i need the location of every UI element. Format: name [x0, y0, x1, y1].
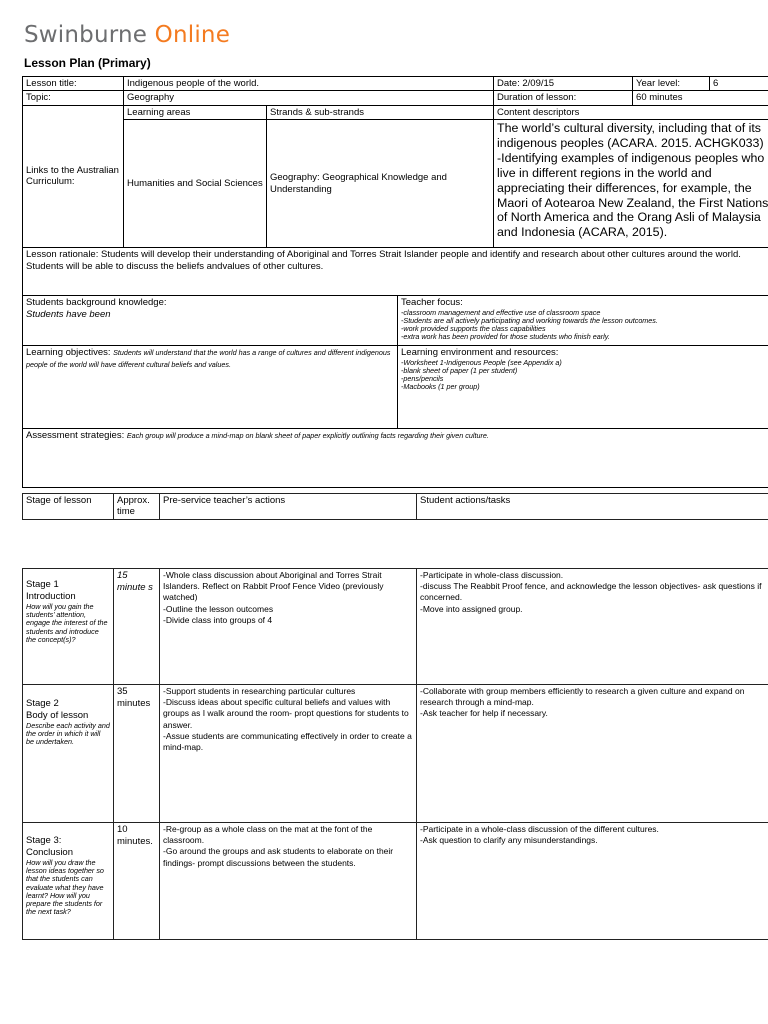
learning-objectives-text: Students will understand that the world has a range of cultures and different indigenous people of the world will have different cultural beliefs and values. [26, 348, 391, 369]
student-actions-text: -Collaborate with group members efficiently to research a given culture and expand on research through a mind-map. -Ask teacher for help if necessary. [417, 685, 768, 823]
stage-header-table [22, 493, 768, 520]
resource-item: -blank sheet of paper (1 per student) [401, 365, 518, 375]
teacher-focus-label: Teacher focus: [401, 297, 463, 309]
stage-time: 15 minute s [114, 569, 160, 685]
teacher-focus-item: -work provided supports the class capabilities [401, 324, 546, 334]
learning-areas-header: Learning areas [124, 105, 267, 119]
strands-header: Strands & sub-strands [267, 105, 494, 119]
year-level-value: 6 [710, 77, 768, 91]
stage-prompt: How will you gain the students’ attention, engage the interest of the students and introduce the concept(s)? [26, 601, 108, 644]
approx-time-header: Approx. time [114, 494, 160, 520]
lesson-title-value: Indigenous people of the world. [124, 77, 494, 91]
stage-time: 35 minutes [114, 685, 160, 823]
content-descriptors-header: Content descriptors [494, 105, 768, 119]
document-title: Lesson Plan (Primary) [24, 56, 151, 70]
lesson-title-label: Lesson title: [23, 77, 124, 91]
teacher-actions-text: -Re-group as a whole class on the mat at the font of the classroom. -Go around the groups and ask students to elaborate on their findings- prompt discussions between the students. [160, 823, 417, 940]
teacher-actions-text: -Support students in researching particular cultures -Discuss ideas about specific cultural beliefs and values with groups as I walk around the room- propt questions for students to answer. -Assue students are communicating effectively in order to create a mind-map. [160, 685, 417, 823]
learning-environment-cell [398, 346, 768, 429]
teacher-focus-item: -classroom management and effective use of classroom space [401, 307, 601, 317]
resource-item: -Macbooks (1 per group) [401, 382, 480, 392]
stage-title: Stage 2 Body of lesson [26, 698, 89, 721]
topic-label: Topic: [23, 91, 124, 105]
student-actions-text: -Participate in whole-class discussion. -discuss The Reabbit Proof fence, and acknowledge the lesson objectives- ask questions if concerned. -Move into assigned group. [417, 569, 768, 685]
stage-title: Stage 1 Introduction [26, 579, 76, 602]
stage-row [23, 569, 768, 685]
stages-table [22, 568, 768, 940]
topic-value: Geography [124, 91, 494, 105]
duration-value: 60 minutes [633, 91, 768, 105]
stage-prompt: Describe each activity and the order in which it will be undertaken. [26, 720, 110, 747]
date-value: Date: 2/09/15 [494, 77, 633, 91]
stage-row [23, 823, 768, 940]
stage-title: Stage 3: Conclusion [26, 835, 73, 858]
stage-cell [23, 823, 114, 940]
stage-prompt: How will you draw the lesson ideas together so that the students can evaluate what they have learnt? How will you prepare the students for the next task? [26, 857, 104, 917]
strand-value: Geography: Geographical Knowledge and Understanding [267, 120, 494, 248]
teacher-actions-header: Pre-service teacher’s actions [160, 494, 417, 520]
duration-label: Duration of lesson: [494, 91, 633, 105]
teacher-focus-cell [398, 296, 768, 346]
learning-objectives-label: Learning objectives: [26, 347, 111, 359]
background-knowledge-cell [23, 296, 398, 346]
content-descriptor-text: The world’s cultural diversity, including that of its indigenous peoples (ACARA. 2015. ACHGK033) -Identifying examples of indigenous peoples who live in different regions in the world and appreciating their differences, for example, the Maori of Aotearoa New Zealand, the First Nations of North America and the Orang Asli of Malaysia and Indonesia (ACARA, 2015). [494, 120, 768, 248]
resource-item: -Worksheet 1-Indigenous People (see Appendix a) [401, 357, 562, 367]
teacher-focus-item: -Students are all actively participating and working towards the lesson outcomes. [401, 315, 658, 325]
student-actions-text: -Participate in a whole-class discussion of the different cultures. -Ask question to clarify any misunderstandings. [417, 823, 768, 940]
teacher-actions-text: -Whole class discussion about Aboriginal and Torres Strait Islanders. Reflect on Rabbit Proof Fence Video (previously watched) -Outline the lesson outcomes -Divide class into groups of 4 [160, 569, 417, 685]
lesson-rationale: Lesson rationale: Students will develop their understanding of Aboriginal and Torres Strait Islander people and identify and research about other cultures around the world. Students will be able to discuss the beliefs andvalues of other cultures. [23, 248, 768, 296]
resource-item: -pens/pencils [401, 374, 444, 384]
assessment-strategies-cell [23, 429, 768, 488]
learning-objectives-cell [23, 346, 398, 429]
teacher-focus-item: -extra work has been provided for those students who finish early. [401, 332, 610, 342]
learning-area-value: Humanities and Social Sciences [124, 120, 267, 248]
stage-row [23, 685, 768, 823]
lesson-plan-table [22, 76, 768, 488]
background-knowledge-text: Students have been [26, 308, 111, 320]
student-actions-header: Student actions/tasks [417, 494, 768, 520]
stage-cell [23, 685, 114, 823]
stage-time: 10 minutes. [114, 823, 160, 940]
year-level-label: Year level: [633, 77, 710, 91]
stage-cell [23, 569, 114, 685]
stage-of-lesson-header: Stage of lesson [23, 494, 114, 520]
curriculum-links-label: Links to the Australian Curriculum: [23, 105, 124, 247]
learning-environment-label: Learning environment and resources: [401, 347, 559, 359]
swinburne-online-logo: Swinburne Online [24, 22, 231, 48]
background-knowledge-label: Students background knowledge: [26, 297, 167, 309]
assessment-text: Each group will produce a mind-map on blank sheet of paper explicitly outlining facts regarding their given culture. [126, 431, 489, 441]
assessment-label: Assessment strategies: [26, 430, 125, 442]
